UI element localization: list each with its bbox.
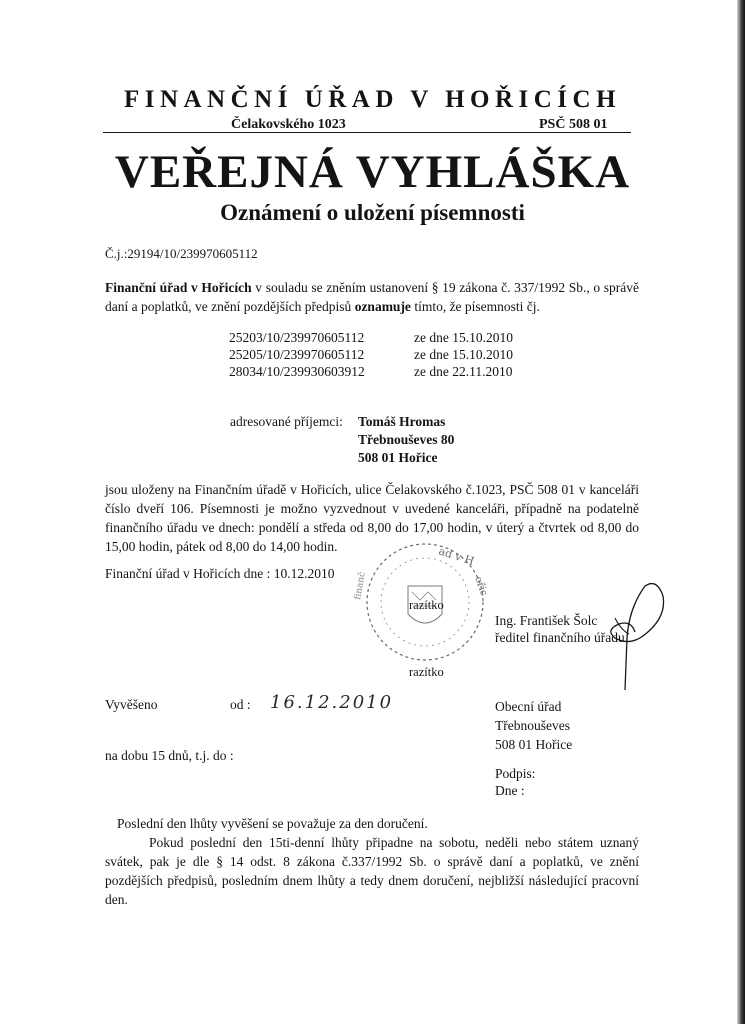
header-rule — [103, 132, 631, 133]
posted-from-date: 16.12.2010 — [270, 692, 394, 713]
document-date: ze dne 15.10.2010 — [414, 330, 513, 345]
municipal-office-line: 508 01 Hořice — [495, 737, 573, 752]
intro-office: Finanční úřad v Hořicích — [105, 280, 252, 295]
recipient-street: Třebnouševes 80 — [358, 432, 455, 447]
signer-name: Ing. František Šolc — [495, 613, 598, 628]
recipient-name: Tomáš Hromas — [358, 414, 446, 429]
reference-number: Č.j.:29194/10/239970605112 — [105, 246, 258, 261]
storage-paragraph: jsou uloženy na Finančním úřadě v Hořicích, ulice Čelakovského č.1023, PSČ 508 01 v kanceláři číslo dveří 106. Písemnosti je možno vyzvednout v uvedené kanceláři, případně na podatelně finančního úřadu ve dnech: pondělí a středa od 8,00 do 17,00 hodin, v úterý a čtvrtek od 8,00 do 15,00 hodin, pátek od 8,00 do 14,00 hodin. — [105, 482, 639, 554]
document-subtitle: Oznámení o uložení písemnosti — [220, 200, 525, 225]
recipient-label: adresované příjemci: — [230, 414, 343, 429]
issued-date-line: Finanční úřad v Hořicích dne : 10.12.2010 — [105, 566, 335, 581]
document-date: ze dne 22.11.2010 — [414, 364, 513, 379]
document-number: 28034/10/239930603912 — [229, 364, 365, 379]
municipal-office-line: Třebnouševes — [495, 718, 570, 733]
document-date: ze dne 15.10.2010 — [414, 347, 513, 362]
office-postal-code: PSČ 508 01 — [539, 117, 608, 132]
posted-label: Vyvěšeno — [105, 697, 158, 712]
posting-period-label: na dobu 15 dnů, t.j. do : — [105, 748, 234, 763]
final-note-delivery: Poslední den lhůty vyvěšení se považuje za den doručení. — [117, 816, 428, 831]
stamp-label-bottom: razítko — [409, 665, 444, 679]
document-title: VEŘEJNÁ VYHLÁŠKA — [114, 146, 631, 198]
posted-from-label: od : — [230, 697, 251, 712]
stamp-label-top: razítko — [409, 598, 444, 612]
municipal-office-line: Obecní úřad — [495, 699, 562, 714]
final-note-holiday: Pokud poslední den 15ti-denní lhůty připadne na sobotu, neděli nebo státem uznaný svátek, pak je dle § 14 odst. 8 zákona č.337/1992 Sb. o správě daní a poplatků, ve znění pozdějších předpisů, posledním dnem lhůty a tedy dnem doručení, nejbližší následující pracovní den. — [105, 835, 639, 907]
document-number: 25205/10/239970605112 — [229, 347, 365, 362]
signer-role: ředitel finančního úřadu — [495, 630, 625, 645]
date-label: Dne : — [495, 783, 525, 798]
office-street: Čelakovského 1023 — [231, 117, 346, 132]
intro-text-b: tímto, že písemnosti čj. — [410, 299, 540, 314]
signature-label: Podpis: — [495, 766, 536, 781]
svg-text:finanč: finanč — [353, 571, 368, 601]
svg-text:ad v H: ad v H — [437, 544, 476, 569]
recipient-city: 508 01 Hořice — [358, 450, 438, 465]
final-notes — [105, 814, 639, 909]
office-name: FINANČNÍ ÚŘAD V HOŘICÍCH — [123, 86, 622, 113]
intro-text-a: v souladu se zněním ustanovení § 19 zákona č. 337/1992 Sb., o správě daní a poplatků, ve znění pozdějších předpisů — [105, 280, 639, 314]
municipal-office-address — [495, 697, 572, 754]
intro-paragraph — [105, 278, 639, 316]
svg-text:ořic: ořic — [472, 575, 490, 598]
document-number: 25203/10/239970605112 — [229, 330, 365, 345]
intro-keyword: oznamuje — [354, 299, 411, 314]
